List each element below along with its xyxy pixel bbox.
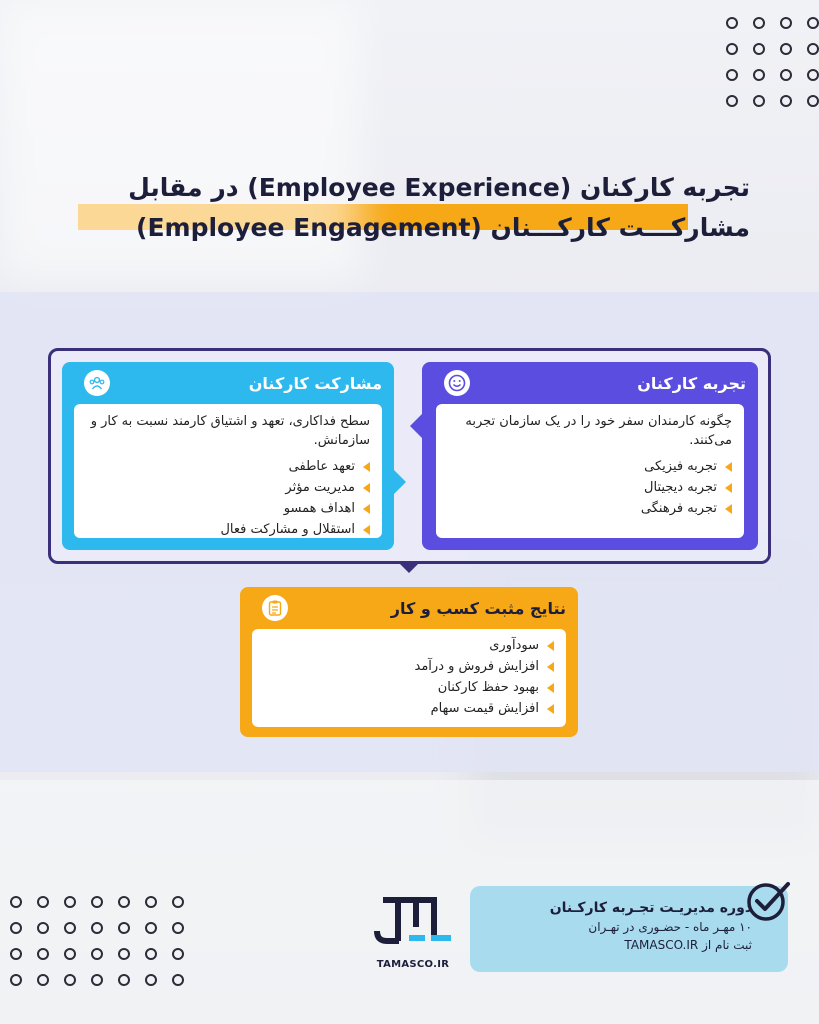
team-icon (84, 370, 110, 396)
frame-notch (397, 561, 421, 573)
title-line-2: مشارکـــت کارکـــنان (Employee Engagement) (136, 213, 750, 242)
promo-register: ثبت نام از TAMASCO.IR (624, 938, 752, 952)
experience-list (448, 456, 732, 519)
logo-text: TAMASCO.IR (376, 959, 450, 970)
bullet-arrow-icon (725, 504, 732, 514)
engagement-card-header (62, 362, 394, 404)
logo[interactable] (358, 893, 468, 970)
results-card-title: نتایج مثبت کسب و کار (390, 598, 566, 618)
results-card-header (240, 587, 578, 629)
page-title (70, 168, 750, 248)
experience-card-header (422, 362, 758, 404)
bullet-arrow-icon (547, 704, 554, 714)
experience-card-title: تجربه کارکنان (637, 373, 746, 393)
experience-pointer (410, 414, 422, 438)
bullet-arrow-icon (725, 462, 732, 472)
list-item: افزایش قیمت سهام (264, 698, 554, 719)
list-item: بهبود حفظ کارکنان (264, 677, 554, 698)
engagement-pointer (394, 470, 406, 494)
engagement-description: سطح فداکاری، تعهد و اشتیاق کارمند نسبت به کار و سازمانش. (90, 414, 370, 448)
list-item: افزایش فروش و درآمد (264, 656, 554, 677)
bullet-arrow-icon (547, 641, 554, 651)
promo-title: دوره مدیریـت تجـربه کارکـنان (549, 900, 752, 916)
experience-card (422, 362, 758, 550)
list-item: مدیریت مؤثر (86, 477, 370, 498)
list-item: تعهد عاطفی (86, 456, 370, 477)
bullet-arrow-icon (363, 525, 370, 535)
decorative-dots-top (726, 17, 819, 107)
promo-banner[interactable] (470, 886, 788, 972)
engagement-card (62, 362, 394, 550)
bullet-arrow-icon (363, 504, 370, 514)
bullet-arrow-icon (363, 483, 370, 493)
engagement-list (86, 456, 370, 540)
results-card-body (252, 629, 566, 727)
engagement-card-title: مشارکت کارکنان (248, 373, 382, 393)
list-item: سودآوری (264, 635, 554, 656)
results-card (240, 587, 578, 737)
bullet-arrow-icon (363, 462, 370, 472)
bullet-arrow-icon (547, 662, 554, 672)
list-item: استقلال و مشارکت فعال (86, 519, 370, 540)
smile-icon (444, 370, 470, 396)
promo-date: ۱۰ مهـر ماه - حضـوری در تهـران (588, 920, 752, 934)
title-line-1: تجربه کارکنان (Employee Experience) در مقابل (128, 173, 750, 202)
logo-mark-icon (369, 893, 457, 945)
clipboard-icon (262, 595, 288, 621)
list-item: تجربه دیجیتال (448, 477, 732, 498)
list-item: تجربه فیزیکی (448, 456, 732, 477)
engagement-card-body (74, 404, 382, 538)
results-list (264, 635, 554, 719)
bullet-arrow-icon (725, 483, 732, 493)
decorative-dots-bottom (10, 896, 184, 986)
list-item: اهداف همسو (86, 498, 370, 519)
experience-description: چگونه کارمندان سفر خود را در یک سازمان تجربه می‌کنند. (465, 414, 732, 448)
bullet-arrow-icon (547, 683, 554, 693)
check-circle-icon (742, 878, 798, 924)
experience-card-body (436, 404, 744, 538)
list-item: تجربه فرهنگی (448, 498, 732, 519)
